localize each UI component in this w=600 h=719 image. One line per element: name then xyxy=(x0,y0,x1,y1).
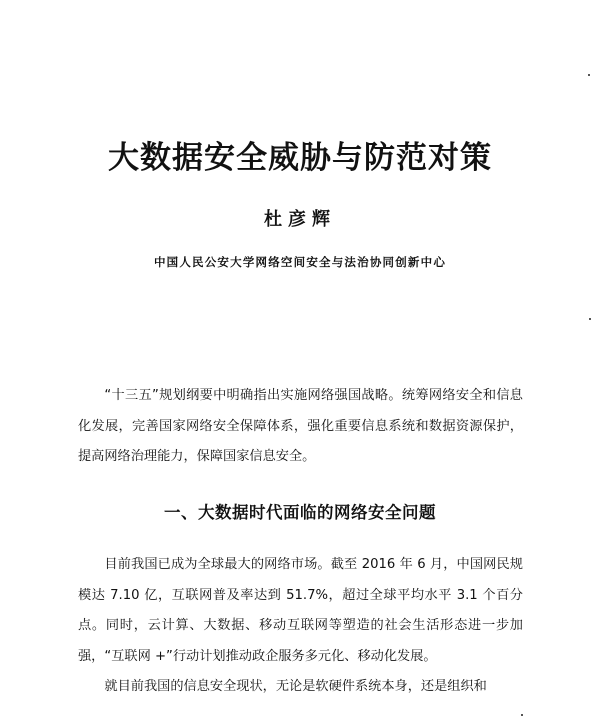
scan-speck xyxy=(588,74,590,76)
scan-speck xyxy=(521,714,523,716)
author-name: 杜彦辉 xyxy=(264,209,336,230)
scan-speck xyxy=(589,318,591,320)
body-paragraph: 目前我国已成为全球最大的网络市场。截至 2016 年 6 月，中国网民规模达 7.10 亿，互联网普及率达到 51.7%，超过全球平均水平 3.1 个百分点。同时，云计算、大数据、移动互联网等塑造的社会生活形态进一步加强，“互联网 +”行动计划推动政企服务多元化、移动化发展。 xyxy=(78,557,523,664)
body-paragraph-continued: 就目前我国的信息安全现状，无论是软硬件系统本身，还是组织和 xyxy=(104,679,487,694)
author-affiliation: 中国人民公安大学网络空间安全与法治协同创新中心 xyxy=(153,255,447,269)
section-heading: 一、大数据时代面临的网络安全问题 xyxy=(164,503,436,522)
document-title: 大数据安全威胁与防范对策 xyxy=(108,140,492,176)
intro-paragraph: “十三五”规划纲要中明确指出实施网络强国战略。统筹网络安全和信息化发展，完善国家网络安全保障体系，强化重要信息系统和数据资源保护，提高网络治理能力，保障国家信息安全。 xyxy=(78,388,523,464)
